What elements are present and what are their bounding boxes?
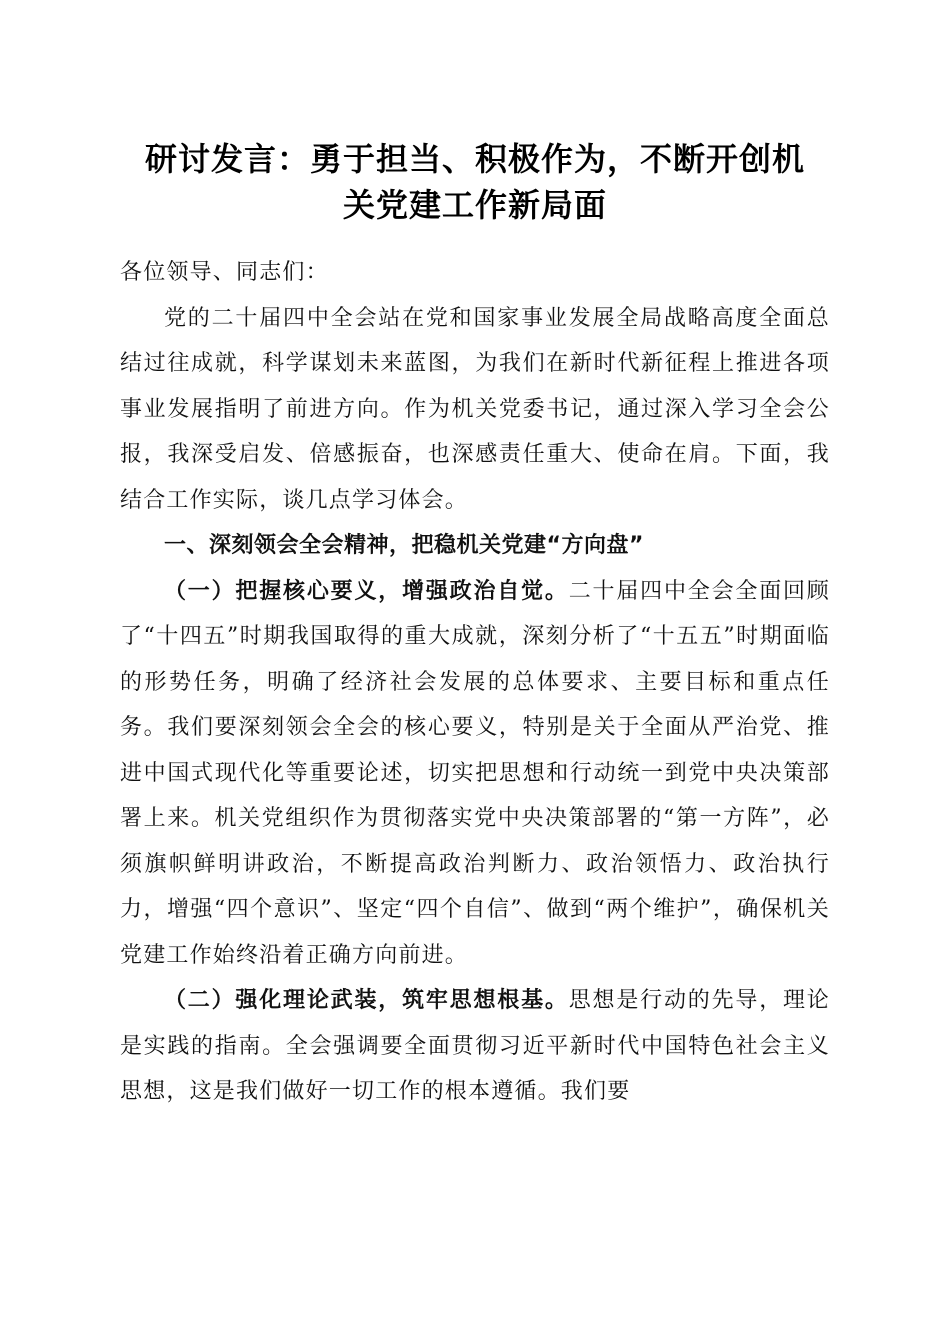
section-heading-1: 一、深刻领会全会精神，把稳机关党建“方向盘” (164, 533, 644, 558)
greeting: 各位领导、同志们： (120, 260, 329, 285)
document-body (120, 250, 830, 1115)
intro-paragraph: 党的二十届四中全会站在党和国家事业发展全局战略高度全面总结过往成就，科学谋划未来蓝图，为我们在新时代新征程上推进各项事业发展指明了前进方向。作为机关党委书记，通过深入学习全会公报，我深受启发、倍感振奋，也深感责任重大、使命在肩。下面，我结合工作实际，谈几点学习体会。 (120, 305, 830, 513)
paragraph-2-body: 思想是行动的先导，理论是实践的指南。全会强调要全面贯彻习近平新时代中国特色社会主义思想，这是我们做好一切工作的根本遵循。我们要 (120, 988, 831, 1104)
paragraph-1 (120, 569, 830, 979)
paragraph-2-lead: （二）强化理论武装，筑牢思想根基。 (164, 988, 569, 1013)
title-line-2: 关党建工作新局面 (342, 186, 607, 224)
title-line-1: 研讨发言：勇于担当、积极作为，不断开创机 (144, 140, 805, 178)
paragraph-1-body: 二十届四中全会全面回顾了“十四五”时期我国取得的重大成就，深刻分析了“十五五”时期面临的形势任务，明确了经济社会发展的总体要求、主要目标和重点任务。我们要深刻领会全会的核心要义，特别是关于全面从严治党、推进中国式现代化等重要论述，切实把思想和行动统一到党中央决策部署上来。机关党组织作为贯彻落实党中央决策部署的“第一方阵”，必须旗帜鲜明讲政治，不断提高政治判断力、政治领悟力、政治执行力，增强“四个意识”、坚定“四个自信”、做到“两个维护”，确保机关党建工作始终沿着正确方向前进。 (120, 578, 831, 968)
document-title (110, 136, 840, 228)
paragraph-1-lead: （一）把握核心要义，增强政治自觉。 (164, 578, 569, 604)
paragraph-2 (120, 978, 830, 1115)
